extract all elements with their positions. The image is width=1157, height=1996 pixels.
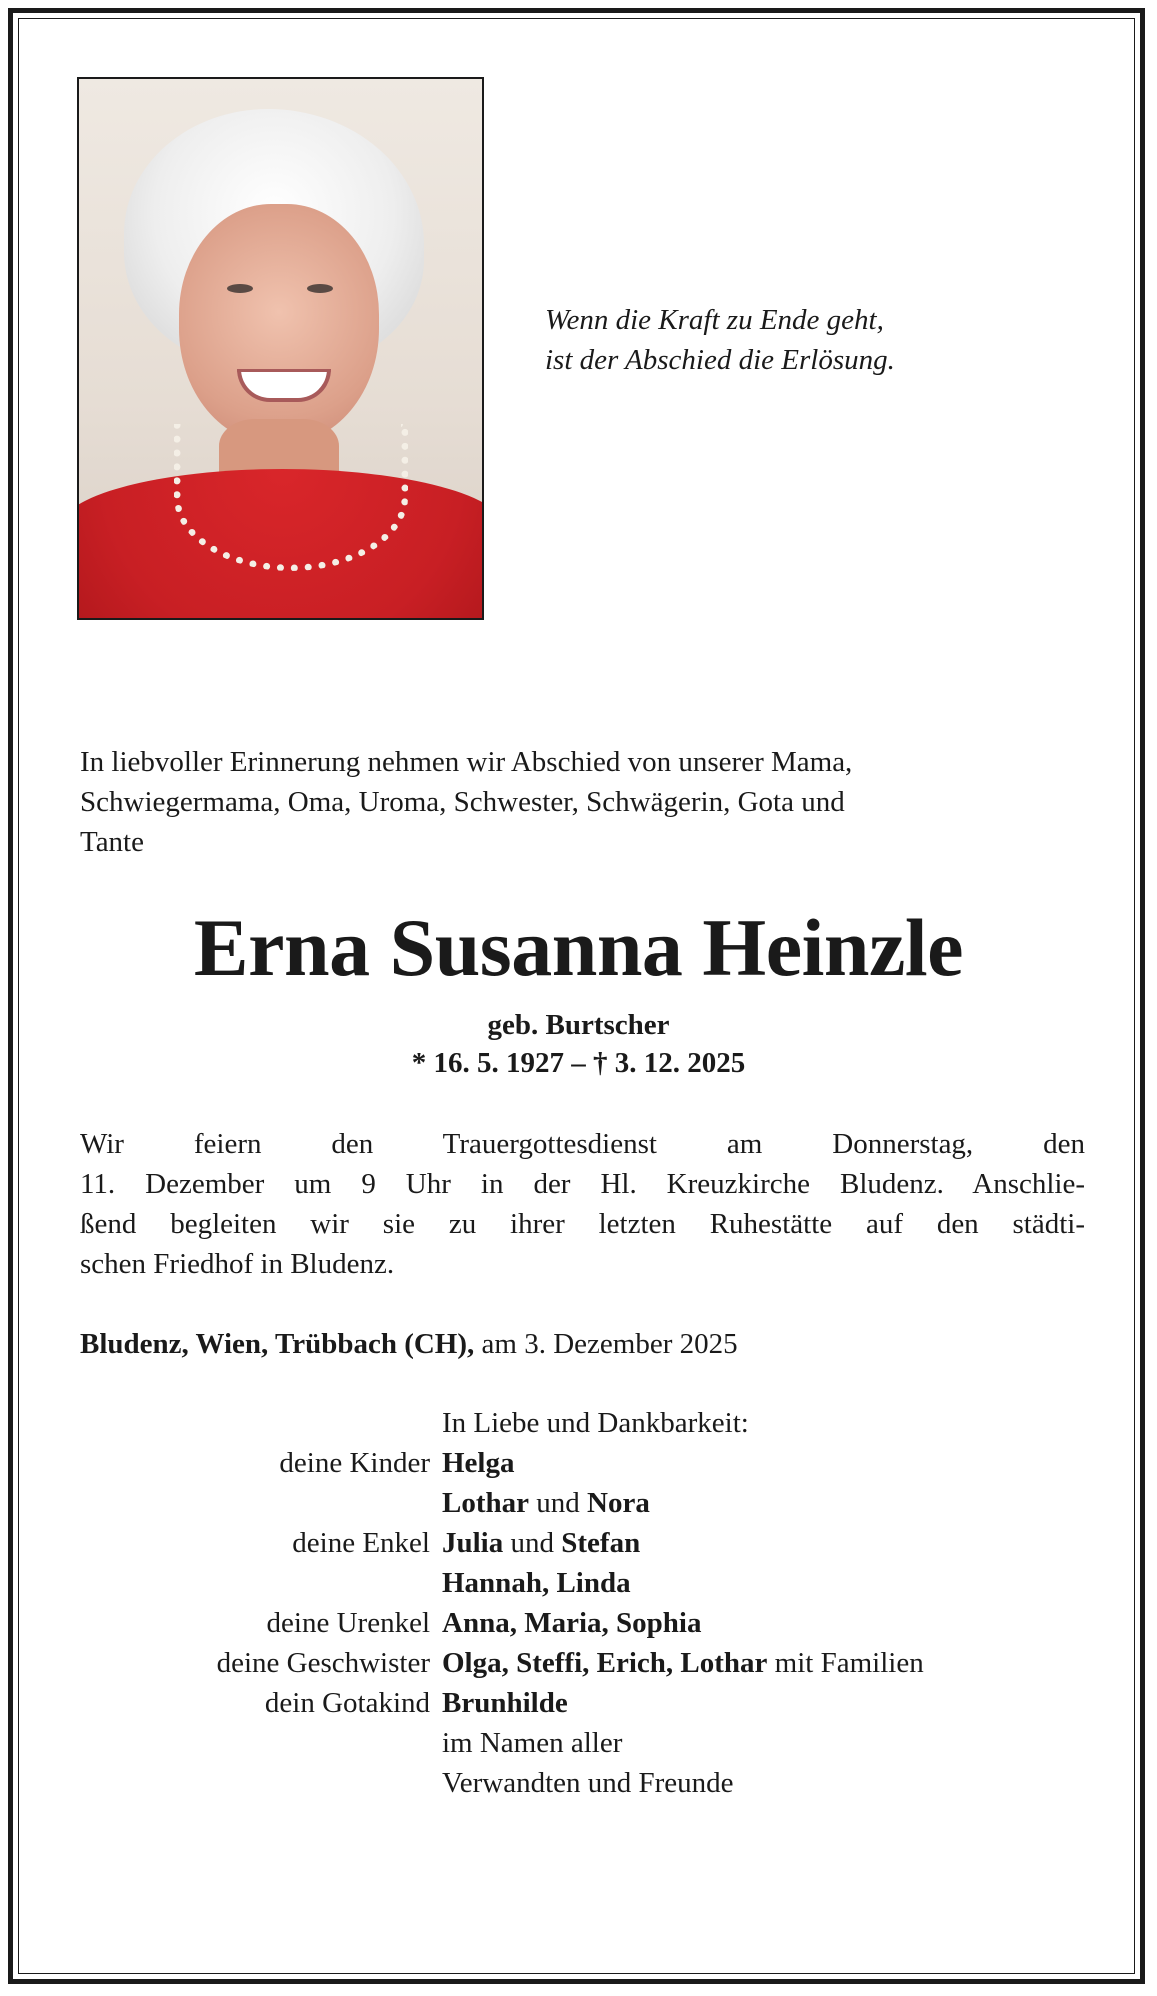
closing-line: im Namen aller xyxy=(442,1727,623,1759)
mourners-row xyxy=(80,1683,1080,1723)
notice-date: am 3. Dezember 2025 xyxy=(481,1328,738,1360)
verse-line: ist der Abschied die Erlösung. xyxy=(545,344,895,376)
siblings-label: deine Geschwister xyxy=(216,1647,430,1679)
photo-eye-right xyxy=(307,284,333,293)
mourners-label xyxy=(80,1403,442,1443)
child-name: Helga xyxy=(442,1447,515,1479)
grandchild-name: Stefan xyxy=(561,1527,641,1559)
mourners-label xyxy=(80,1483,442,1523)
mourners-row xyxy=(80,1523,1080,1563)
conjunction: und xyxy=(536,1487,580,1519)
mourners-row xyxy=(80,1643,1080,1683)
mourners-row xyxy=(80,1483,1080,1523)
mourners-row xyxy=(80,1403,1080,1443)
grandchild-names: Hannah, Linda xyxy=(442,1567,631,1599)
maiden-name: geb. Burtscher xyxy=(487,1009,670,1041)
place-and-date xyxy=(80,1324,1080,1364)
intro-line: Tante xyxy=(80,826,144,858)
photo-eye-left xyxy=(227,284,253,293)
intro-line: Schwiegermama, Oma, Uroma, Schwester, Schwägerin, Gota und xyxy=(80,786,845,818)
photo-face xyxy=(179,204,379,444)
photo-pearl-necklace xyxy=(174,424,408,571)
greatgrandchild-names: Anna, Maria, Sophia xyxy=(442,1607,702,1639)
children-label: deine Kinder xyxy=(279,1447,430,1479)
memorial-verse xyxy=(545,300,1045,380)
sibling-names: Olga, Steffi, Erich, Lothar xyxy=(442,1647,768,1679)
verse-line: Wenn die Kraft zu Ende geht, xyxy=(545,304,884,336)
service-line: Wir feiern den Trauergottesdienst am Donnerstag, den xyxy=(80,1128,1085,1160)
godchild-label: dein Gotakind xyxy=(264,1687,430,1719)
greeting: In Liebe und Dankbarkeit: xyxy=(442,1407,749,1439)
mourners-label xyxy=(80,1563,442,1603)
mourners-label xyxy=(80,1763,442,1803)
closing-line: Verwandten und Freunde xyxy=(442,1767,734,1799)
life-dates: * 16. 5. 1927 – † 3. 12. 2025 xyxy=(411,1047,746,1079)
mourners-row xyxy=(80,1723,1080,1763)
intro-line: In liebvoller Erinnerung nehmen wir Abschied von unserer Mama, xyxy=(80,746,853,778)
service-announcement xyxy=(80,1124,1085,1284)
intro-text xyxy=(80,742,1092,862)
portrait-photo xyxy=(77,77,484,620)
child-name: Nora xyxy=(587,1487,650,1519)
service-line: 11. Dezember um 9 Uhr in der Hl. Kreuzkirche Bludenz. Anschlie- xyxy=(80,1168,1085,1200)
mourners-row xyxy=(80,1443,1080,1483)
service-line: schen Friedhof in Bludenz. xyxy=(80,1248,395,1280)
mourners-list xyxy=(80,1403,1080,1803)
mourners-row xyxy=(80,1563,1080,1603)
conjunction: und xyxy=(510,1527,554,1559)
greatgrandchildren-label: deine Urenkel xyxy=(266,1607,430,1639)
locations: Bludenz, Wien, Trübbach (CH), xyxy=(80,1328,475,1360)
mourners-row xyxy=(80,1763,1080,1803)
grandchildren-label: deine Enkel xyxy=(292,1527,430,1559)
grandchild-name: Julia xyxy=(442,1527,504,1559)
godchild-name: Brunhilde xyxy=(442,1687,568,1719)
service-line: ßend begleiten wir sie zu ihrer letzten Ruhestätte auf den städti- xyxy=(80,1208,1085,1240)
siblings-suffix: mit Familien xyxy=(774,1647,924,1679)
mourners-row xyxy=(80,1603,1080,1643)
deceased-name: Erna Susanna Heinzle xyxy=(193,902,964,993)
child-name: Lothar xyxy=(442,1487,529,1519)
mourners-label xyxy=(80,1723,442,1763)
